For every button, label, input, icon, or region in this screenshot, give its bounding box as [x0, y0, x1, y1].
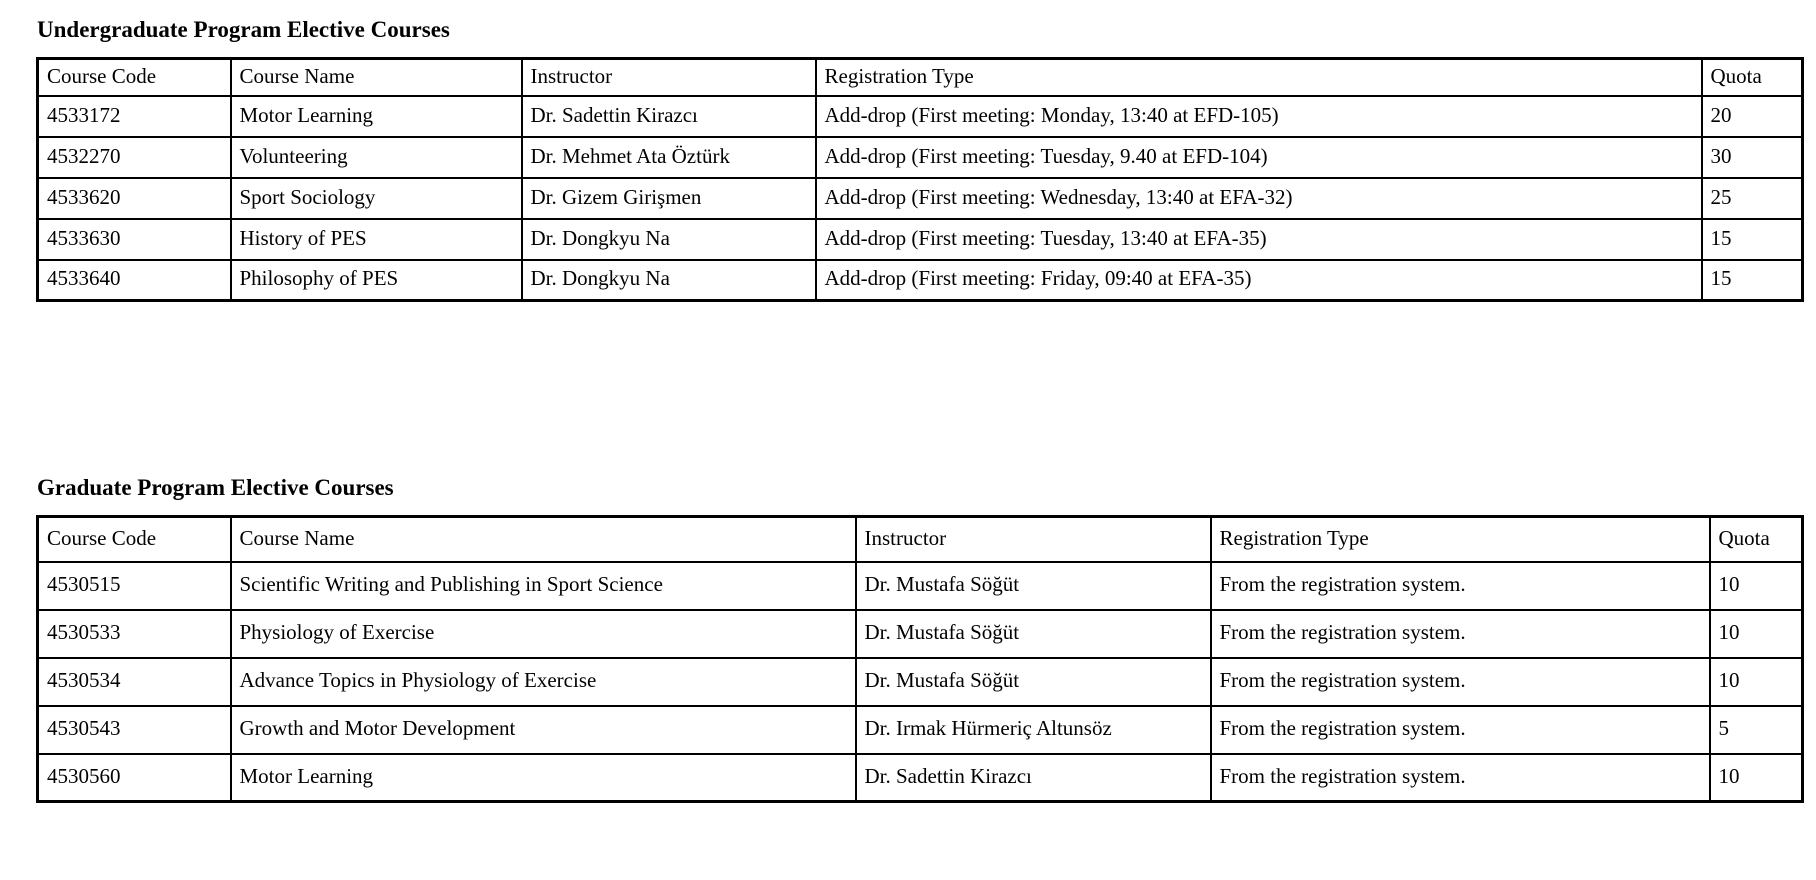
table-row [38, 96, 1803, 137]
table-cell: From the registration system. [1211, 706, 1710, 754]
table-cell: Dr. Sadettin Kirazcı [856, 754, 1211, 802]
column-header: Course Code [38, 517, 231, 562]
undergraduate-courses-table [36, 57, 1804, 302]
graduate-section [36, 476, 1816, 803]
table-cell: 4533172 [38, 96, 231, 137]
table-cell: Volunteering [231, 137, 522, 178]
table-cell: 15 [1702, 219, 1803, 260]
table-cell: Dr. Sadettin Kirazcı [522, 96, 816, 137]
table-cell: Physiology of Exercise [231, 610, 856, 658]
table-row [38, 562, 1803, 610]
table-cell: 4533630 [38, 219, 231, 260]
table-cell: Growth and Motor Development [231, 706, 856, 754]
table-cell: 30 [1702, 137, 1803, 178]
column-header: Registration Type [1211, 517, 1710, 562]
table-cell: Philosophy of PES [231, 260, 522, 301]
graduate-courses-table [36, 515, 1804, 803]
table-row [38, 178, 1803, 219]
column-header: Registration Type [816, 59, 1702, 96]
table-cell: 4530560 [38, 754, 231, 802]
header-row [38, 517, 1803, 562]
table-cell: From the registration system. [1211, 562, 1710, 610]
table-cell: Advance Topics in Physiology of Exercise [231, 658, 856, 706]
table-cell: Dr. Mustafa Söğüt [856, 610, 1211, 658]
table-cell: Dr. Mustafa Söğüt [856, 562, 1211, 610]
table-cell: Dr. Dongkyu Na [522, 260, 816, 301]
table-cell: Sport Sociology [231, 178, 522, 219]
table-cell: Scientific Writing and Publishing in Sport Science [231, 562, 856, 610]
table-cell: Dr. Mehmet Ata Öztürk [522, 137, 816, 178]
table-row [38, 610, 1803, 658]
column-header: Course Code [38, 59, 231, 96]
table-cell: 4533640 [38, 260, 231, 301]
table-cell: Motor Learning [231, 754, 856, 802]
table-row [38, 754, 1803, 802]
table-cell: 10 [1710, 562, 1803, 610]
table-cell: Dr. Gizem Girişmen [522, 178, 816, 219]
column-header: Quota [1710, 517, 1803, 562]
table-cell: Dr. Irmak Hürmeriç Altunsöz [856, 706, 1211, 754]
table-cell: 25 [1702, 178, 1803, 219]
table-cell: 4530534 [38, 658, 231, 706]
table-cell: 15 [1702, 260, 1803, 301]
table-row [38, 219, 1803, 260]
table-cell: Motor Learning [231, 96, 522, 137]
column-header: Quota [1702, 59, 1803, 96]
table-cell: 4532270 [38, 137, 231, 178]
table-row [38, 260, 1803, 301]
table-cell: From the registration system. [1211, 754, 1710, 802]
table-cell: 4533620 [38, 178, 231, 219]
table-cell: 4530515 [38, 562, 231, 610]
undergraduate-section-title: Undergraduate Program Elective Courses [37, 17, 450, 42]
column-header: Instructor [856, 517, 1211, 562]
table-cell: Add-drop (First meeting: Tuesday, 13:40 at EFA-35) [816, 219, 1702, 260]
table-cell: 5 [1710, 706, 1803, 754]
table-row [38, 658, 1803, 706]
table-cell: From the registration system. [1211, 610, 1710, 658]
table-cell: 10 [1710, 658, 1803, 706]
column-header: Instructor [522, 59, 816, 96]
table-cell: 4530533 [38, 610, 231, 658]
table-cell: From the registration system. [1211, 658, 1710, 706]
table-cell: Dr. Mustafa Söğüt [856, 658, 1211, 706]
table-cell: 10 [1710, 610, 1803, 658]
table-row [38, 706, 1803, 754]
table-cell: 4530543 [38, 706, 231, 754]
table-cell: Add-drop (First meeting: Friday, 09:40 at EFA-35) [816, 260, 1702, 301]
table-cell: 10 [1710, 754, 1803, 802]
undergraduate-section [36, 18, 1816, 302]
table-cell: 20 [1702, 96, 1803, 137]
table-cell: Add-drop (First meeting: Tuesday, 9.40 at EFD-104) [816, 137, 1702, 178]
header-row [38, 59, 1803, 96]
table-row [38, 137, 1803, 178]
graduate-section-title: Graduate Program Elective Courses [37, 475, 394, 500]
column-header: Course Name [231, 59, 522, 96]
table-cell: Add-drop (First meeting: Monday, 13:40 at EFD-105) [816, 96, 1702, 137]
table-cell: History of PES [231, 219, 522, 260]
table-cell: Dr. Dongkyu Na [522, 219, 816, 260]
table-cell: Add-drop (First meeting: Wednesday, 13:40 at EFA-32) [816, 178, 1702, 219]
column-header: Course Name [231, 517, 856, 562]
